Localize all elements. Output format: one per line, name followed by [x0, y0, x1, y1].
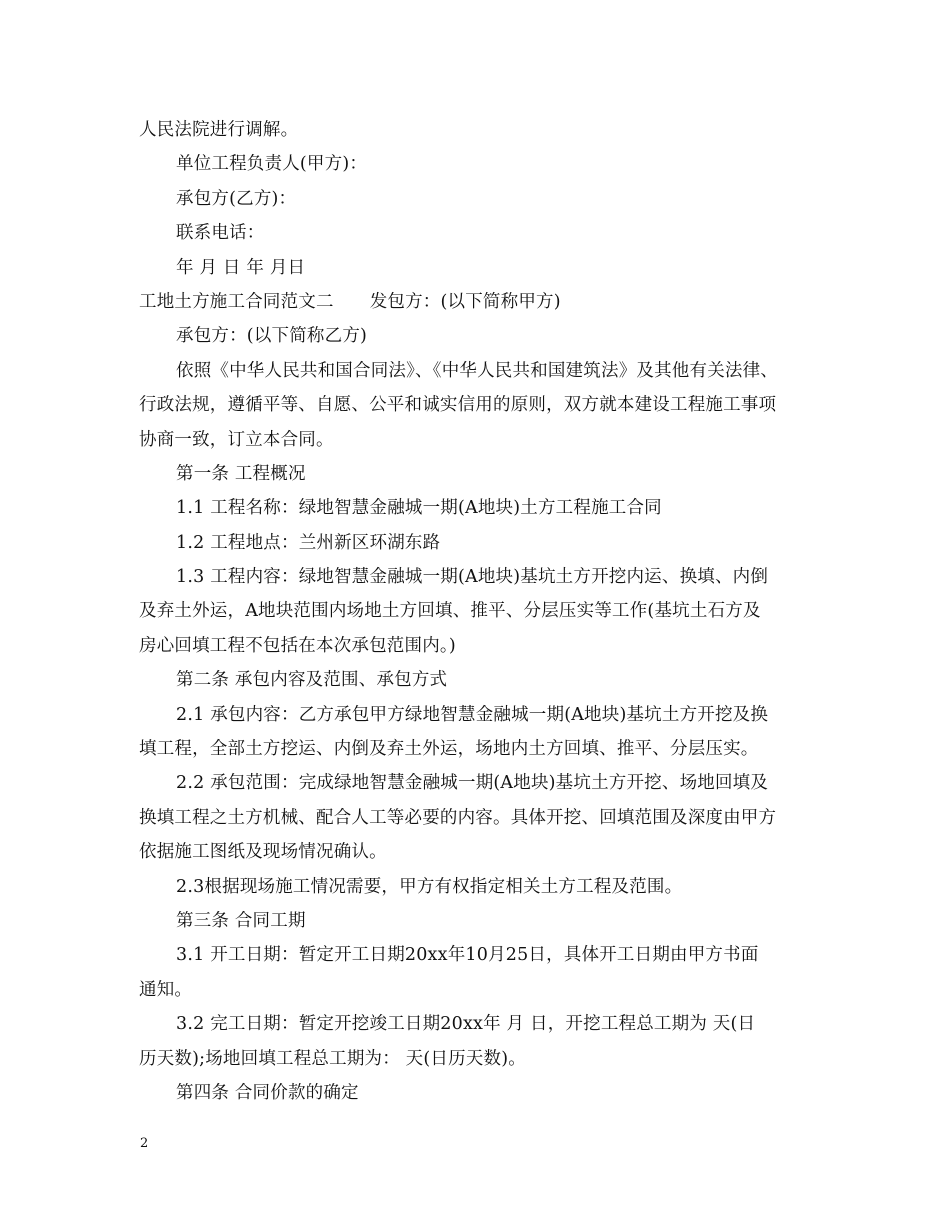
document-title: 工地土方施工合同范文二 [139, 291, 334, 312]
date-line: 年 月 日 年 月日 [176, 257, 306, 278]
clause-line: 3.1 开工日期：暂定开工日期20xx年10月25日，具体开工日期由甲方书面 [176, 945, 759, 966]
clause-line: 历天数);场地回填工程总工期为： 天(日历天数)。 [139, 1048, 526, 1069]
article-heading: 第四条 合同价款的确定 [176, 1082, 359, 1103]
clause-line: 2.1 承包内容：乙方承包甲方绿地智慧金融城一期(A地块)基坑土方开挖及换 [176, 704, 769, 725]
document-body [139, 113, 819, 1110]
text-line: 联系电话： [176, 223, 265, 244]
clause-line: 2.3根据现场施工情况需要，甲方有权指定相关土方工程及范围。 [176, 876, 683, 897]
clause-line: 3.2 完工日期：暂定开挖竣工日期20xx年 月 日，开挖工程总工期为 天(日 [176, 1014, 756, 1035]
text-line: 承包方(乙方)： [176, 188, 297, 209]
clause-line: 换填工程之土方机械、配合人工等必要的内容。具体开挖、回填范围及深度由甲方 [139, 807, 777, 828]
article-heading: 第三条 合同工期 [176, 910, 306, 931]
paragraph-line: 依照《中华人民共和国合同法》、《中华人民共和国建筑法》及其他有关法律、 [176, 360, 778, 381]
clause-line: 1.3 工程内容：绿地智慧金融城一期(A地块)基坑土方开挖内运、换填、内倒 [176, 567, 769, 588]
clause-line: 及弃土外运，A地块范围内场地土方回填、推平、分层压实等工作(基坑土石方及 [139, 601, 761, 622]
article-heading: 第二条 承包内容及范围、承包方式 [176, 670, 448, 691]
clause-line: 2.2 承包范围：完成绿地智慧金融城一期(A地块)基坑土方开挖、场地回填及 [176, 773, 769, 794]
clause-line: 通知。 [139, 979, 193, 1000]
article-heading: 第一条 工程概况 [176, 463, 306, 484]
text-line: 单位工程负责人(甲方)： [176, 154, 368, 175]
text-line: 人民法院进行调解。 [139, 120, 299, 140]
section-title-line [139, 285, 819, 319]
paragraph-line: 协商一致，订立本合同。 [139, 429, 334, 450]
clause-line: 1.1 工程名称：绿地智慧金融城一期(A地块)土方工程施工合同 [176, 498, 662, 519]
clause-line: 依据施工图纸及现场情况确认。 [139, 842, 387, 863]
party-b-label: 承包方：(以下简称乙方) [176, 326, 368, 347]
clause-line: 1.2 工程地点：兰州新区环湖东路 [176, 532, 441, 553]
paragraph-line: 行政法规，遵循平等、自愿、公平和诚实信用的原则，双方就本建设工程施工事项 [139, 395, 777, 416]
clause-line: 房心回填工程不包括在本次承包范围内。) [139, 635, 456, 656]
party-a-label: 发包方：(以下简称甲方) [369, 291, 561, 312]
clause-line: 填工程，全部土方挖运、内倒及弃土外运，场地内土方回填、推平、分层压实。 [139, 739, 759, 760]
page-number: 2 [140, 1136, 149, 1151]
